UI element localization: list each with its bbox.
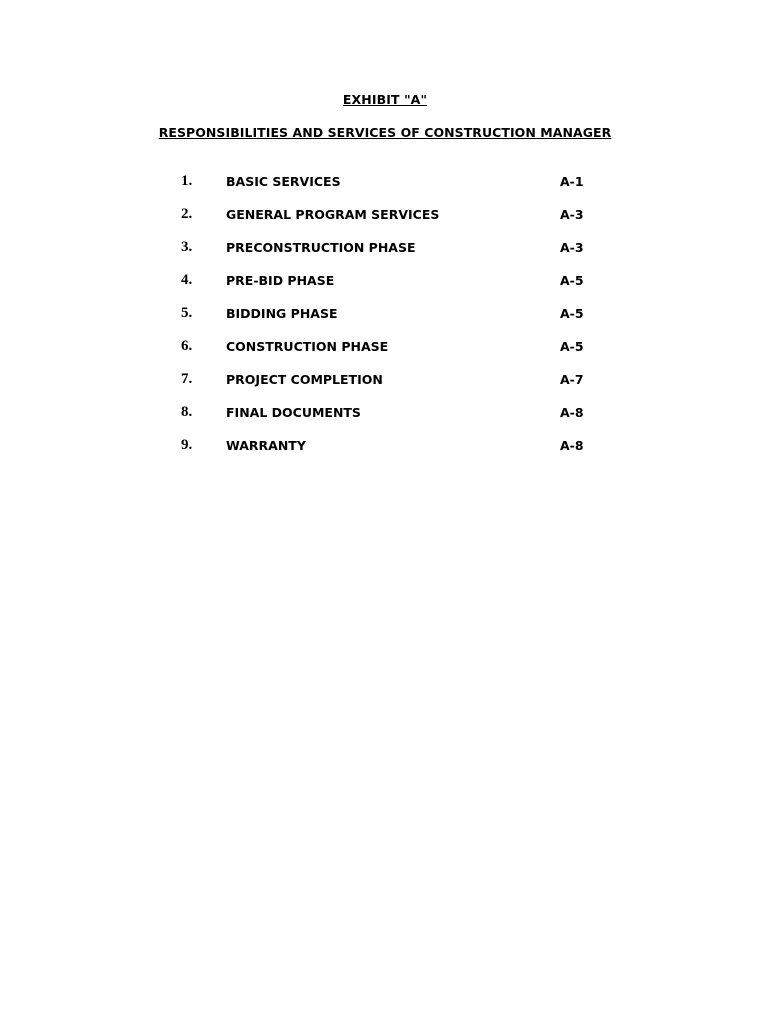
toc-item-page: A-5 [560, 339, 584, 354]
toc-row [0, 238, 770, 271]
toc-item-number: 3. [181, 239, 193, 255]
table-of-contents [0, 172, 770, 469]
toc-row [0, 304, 770, 337]
toc-row [0, 370, 770, 403]
toc-item-number: 6. [181, 338, 193, 354]
toc-item-number: 9. [181, 437, 193, 453]
toc-row [0, 436, 770, 469]
toc-item-label: PRECONSTRUCTION PHASE [226, 240, 416, 255]
toc-item-label: BASIC SERVICES [226, 174, 341, 189]
toc-item-page: A-1 [560, 174, 584, 189]
toc-item-label: PRE-BID PHASE [226, 273, 335, 288]
toc-item-label: GENERAL PROGRAM SERVICES [226, 207, 440, 222]
toc-item-label: PROJECT COMPLETION [226, 372, 383, 387]
toc-item-number: 7. [181, 371, 193, 387]
toc-item-page: A-8 [560, 405, 584, 420]
toc-item-number: 2. [181, 206, 193, 222]
toc-row [0, 271, 770, 304]
toc-row [0, 337, 770, 370]
toc-item-page: A-8 [560, 438, 584, 453]
document-heading: RESPONSIBILITIES AND SERVICES OF CONSTRUCTION MANAGER [158, 125, 612, 140]
toc-item-page: A-5 [560, 273, 584, 288]
toc-row [0, 205, 770, 238]
toc-item-page: A-7 [560, 372, 584, 387]
toc-item-page: A-5 [560, 306, 584, 321]
toc-item-label: BIDDING PHASE [226, 306, 338, 321]
toc-item-number: 4. [181, 272, 193, 288]
toc-item-page: A-3 [560, 207, 584, 222]
toc-row [0, 172, 770, 205]
toc-item-page: A-3 [560, 240, 584, 255]
toc-item-label: WARRANTY [226, 438, 306, 453]
exhibit-title: EXHIBIT "A" [342, 92, 428, 107]
toc-item-number: 5. [181, 305, 193, 321]
toc-item-number: 1. [181, 173, 193, 189]
toc-row [0, 403, 770, 436]
toc-item-label: CONSTRUCTION PHASE [226, 339, 389, 354]
toc-item-label: FINAL DOCUMENTS [226, 405, 361, 420]
toc-item-number: 8. [181, 404, 193, 420]
